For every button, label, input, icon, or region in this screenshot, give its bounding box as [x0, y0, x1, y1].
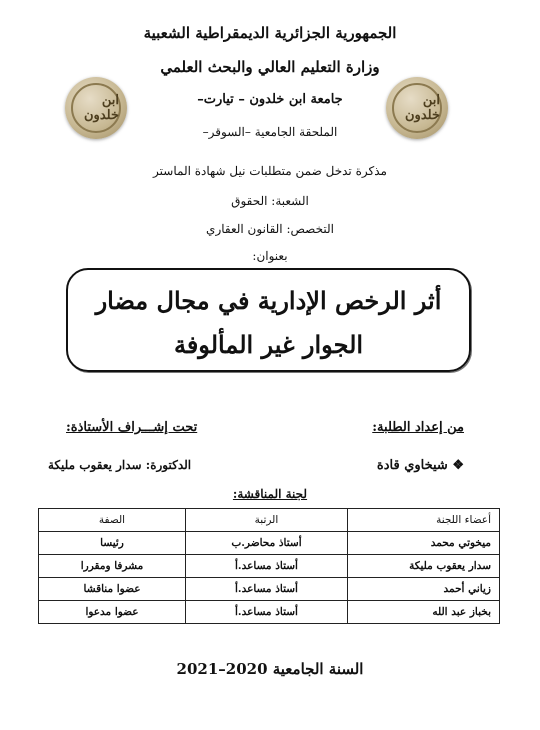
member-name: زياني أحمد [348, 578, 500, 601]
committee-title: لجنة المناقشة: [232, 487, 308, 501]
member-rank: أستاذ مساعد.أ [186, 578, 348, 601]
annex-name: الملحقة الجامعية –السوقر– [202, 125, 338, 139]
republic-name: الجمهورية الجزائرية الديمقراطية الشعبية [143, 24, 397, 42]
member-rank: أستاذ مساعد.أ [186, 601, 348, 624]
member-name: سدار يعقوب مليكة [348, 555, 500, 578]
thesis-specialty: التخصص: القانون العقاري [206, 222, 334, 236]
ministry-name: وزارة التعليم العالي والبحث العلمي [160, 58, 380, 76]
prepared-by-label: من إعداد الطلبة: [372, 420, 464, 435]
table-row [39, 555, 500, 578]
supervisor-name: الدكتورة: سدار يعقوب مليكة [48, 458, 192, 472]
header-members: أعضاء اللجنة [348, 509, 500, 532]
logo-calligraphy: ابن خلدون [71, 83, 121, 133]
member-role: رئيسا [39, 532, 186, 555]
thesis-branch: الشعبة: الحقوق [231, 194, 309, 208]
member-rank: أستاذ مساعد.أ [186, 555, 348, 578]
table-row [39, 578, 500, 601]
table-header-row [39, 509, 500, 532]
header-rank: الرتبة [186, 509, 348, 532]
member-name: ميخوتي محمد [348, 532, 500, 555]
member-role: عضوا مناقشا [39, 578, 186, 601]
supervisor-label: تحت إشـــراف الأستاذة: [66, 420, 198, 435]
table-row [39, 532, 500, 555]
thesis-requirement: مذكرة تدخل ضمن متطلبات نيل شهادة الماستر [153, 164, 387, 178]
header-role: الصفة [39, 509, 186, 532]
committee-table [38, 508, 500, 624]
thesis-title-line-2: الجوار غير المألوفة [173, 330, 364, 359]
member-name: بخباز عبد الله [348, 601, 500, 624]
member-rank: أستاذ محاضر.ب [186, 532, 348, 555]
university-logo-left [65, 77, 127, 139]
university-name: جامعة ابن خلدون – تيارت– [197, 92, 343, 107]
university-logo-right [386, 77, 448, 139]
table-row [39, 601, 500, 624]
thesis-title-line-1: أثر الرخص الإدارية في مجال مضار [95, 286, 442, 315]
logo-calligraphy: ابن خلدون [392, 83, 442, 133]
student-name: ❖ شيخاوي قادة [376, 458, 464, 473]
member-role: عضوا مدعوا [39, 601, 186, 624]
title-intro: بعنوان: [252, 249, 288, 263]
academic-year: السنة الجامعية 2020–2021 [176, 660, 364, 678]
member-role: مشرفا ومقررا [39, 555, 186, 578]
